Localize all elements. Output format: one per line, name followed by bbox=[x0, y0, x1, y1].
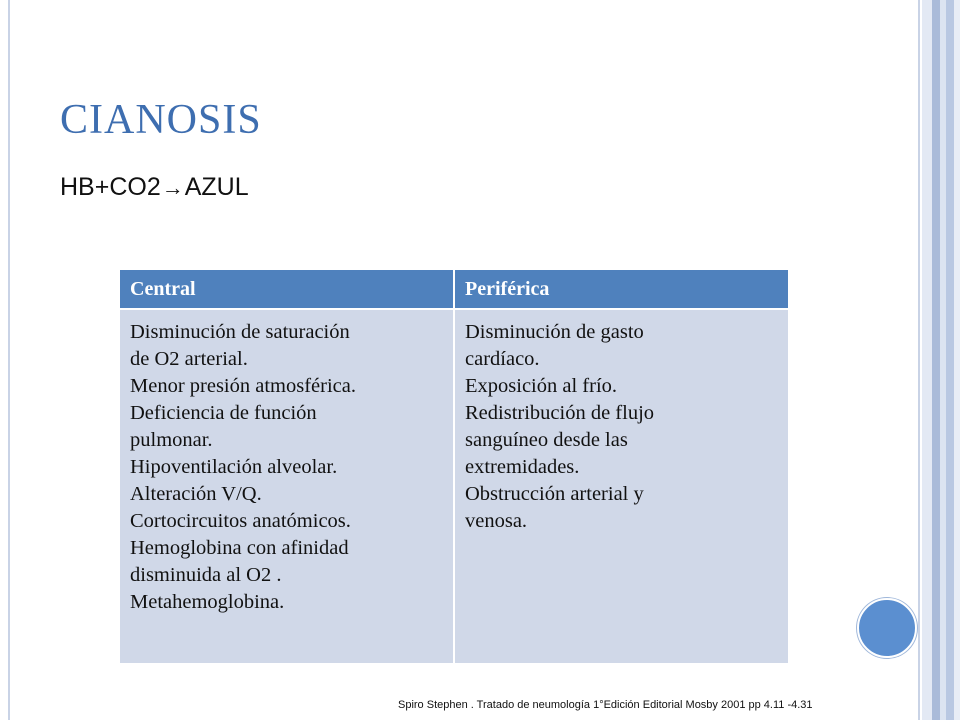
slide-subtitle bbox=[60, 173, 249, 202]
slide-title: CIANOSIS bbox=[60, 97, 262, 143]
arrow-icon: → bbox=[161, 175, 184, 200]
periferica-line: Obstrucción arterial y bbox=[465, 483, 644, 505]
citation-footnote: Spiro Stephen . Tratado de neumología 1°Edición Editorial Mosby 2001 pp 4.11 -4.31 bbox=[398, 699, 813, 711]
periferica-line: Exposición al frío. bbox=[465, 375, 618, 397]
central-line: Disminución de saturación bbox=[130, 321, 350, 343]
periferica-line: sanguíneo desde las bbox=[465, 429, 628, 451]
central-line: Hipoventilación alveolar. bbox=[130, 456, 338, 478]
central-line: Deficiencia de función bbox=[130, 402, 317, 424]
periferica-line: venosa. bbox=[465, 510, 528, 532]
subtitle-right: AZUL bbox=[184, 173, 249, 201]
central-line: de O2 arterial. bbox=[130, 348, 248, 370]
subtitle-left: HB+CO2 bbox=[60, 173, 161, 201]
decor-bar bbox=[946, 0, 954, 720]
central-line: disminuida al O2 . bbox=[130, 564, 282, 586]
central-line: Menor presión atmosférica. bbox=[130, 375, 356, 397]
periferica-line: Redistribución de flujo bbox=[465, 402, 655, 424]
central-line: Hemoglobina con afinidad bbox=[130, 537, 349, 559]
header-central: Central bbox=[120, 270, 454, 309]
comparison-table bbox=[120, 270, 788, 663]
central-line: Cortocircuitos anatómicos. bbox=[130, 510, 351, 532]
decor-circle bbox=[857, 598, 917, 658]
decor-bar bbox=[954, 0, 960, 720]
decor-bar bbox=[922, 0, 932, 720]
decor-bar bbox=[932, 0, 940, 720]
periferica-cell bbox=[454, 309, 788, 663]
table-row bbox=[120, 309, 788, 663]
table-header-row bbox=[120, 270, 788, 309]
periferica-line: extremidades. bbox=[465, 456, 580, 478]
central-line: Metahemoglobina. bbox=[130, 591, 285, 613]
central-line: Alteración V/Q. bbox=[130, 483, 262, 505]
periferica-line: Disminución de gasto bbox=[465, 321, 644, 343]
header-periferica: Periférica bbox=[454, 270, 788, 309]
central-cell bbox=[120, 309, 454, 663]
central-line: pulmonar. bbox=[130, 429, 213, 451]
periferica-line: cardíaco. bbox=[465, 348, 540, 370]
